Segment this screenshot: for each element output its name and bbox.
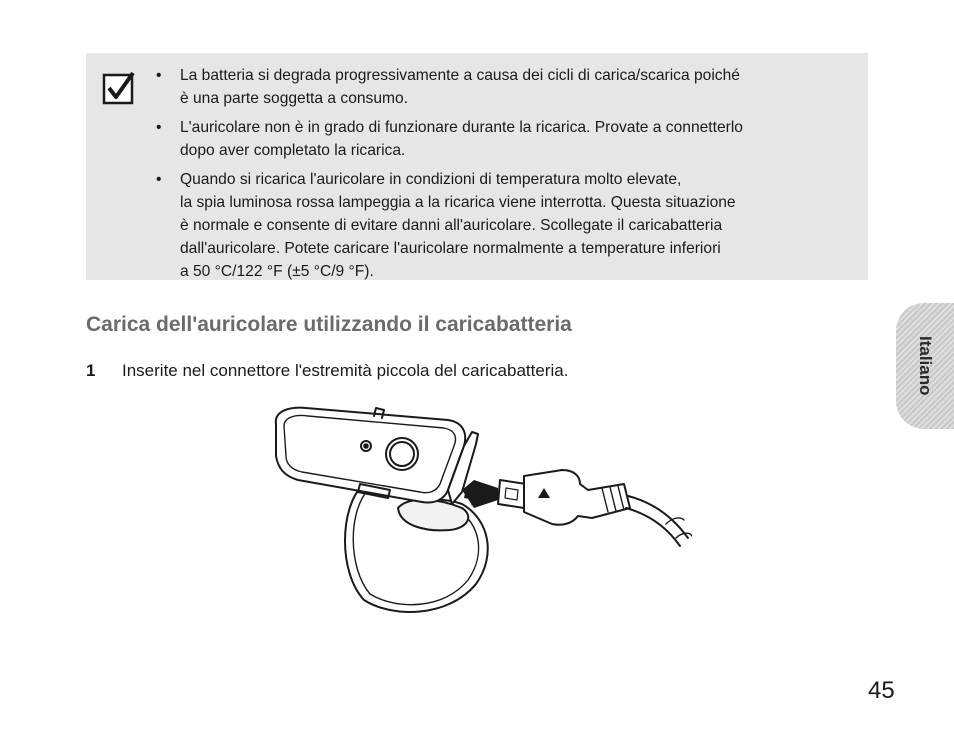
note-box (86, 53, 868, 280)
note-item (152, 168, 862, 283)
language-label: Italiano (916, 336, 935, 396)
note-line: La batteria si degrada progressivamente a causa dei cicli di carica/scarica poiché (180, 67, 740, 84)
note-line: a 50 °C/122 °F (±5 °C/9 °F). (180, 263, 374, 280)
step-number: 1 (86, 361, 96, 380)
section-heading: Carica dell'auricolare utilizzando il caricabatteria (86, 313, 572, 336)
step-item (86, 361, 568, 381)
language-tab (896, 303, 954, 429)
bullet: • (156, 119, 162, 136)
headset-charger-illustration (262, 404, 692, 616)
note-line: è una parte soggetta a consumo. (180, 90, 408, 107)
note-line: dall'auricolare. Potete caricare l'auricolare normalmente a temperature inferiori (180, 240, 721, 257)
bullet: • (156, 67, 162, 84)
earpiece (398, 500, 468, 531)
note-item (152, 116, 862, 162)
note-line: Quando si ricarica l'auricolare in condizioni di temperatura molto elevate, (180, 171, 682, 188)
note-list (152, 64, 862, 289)
step-text: Inserite nel connettore l'estremità piccola del caricabatteria. (122, 361, 569, 380)
charger-cable (628, 496, 688, 538)
note-item (152, 64, 862, 110)
bullet: • (156, 171, 162, 188)
note-line: dopo aver completato la ricarica. (180, 142, 406, 159)
note-line: la spia luminosa rossa lampeggia a la ricarica viene interrotta. Questa situazione (180, 194, 736, 211)
page-number: 45 (868, 677, 895, 704)
note-line: è normale e consente di evitare danni all'auricolare. Scollegate il caricabatteria (180, 217, 723, 234)
micro-usb-tip (498, 480, 526, 508)
note-line: L'auricolare non è in grado di funzionare durante la ricarica. Provate a connetterlo (180, 119, 743, 136)
checkbox-check-icon (102, 71, 136, 105)
